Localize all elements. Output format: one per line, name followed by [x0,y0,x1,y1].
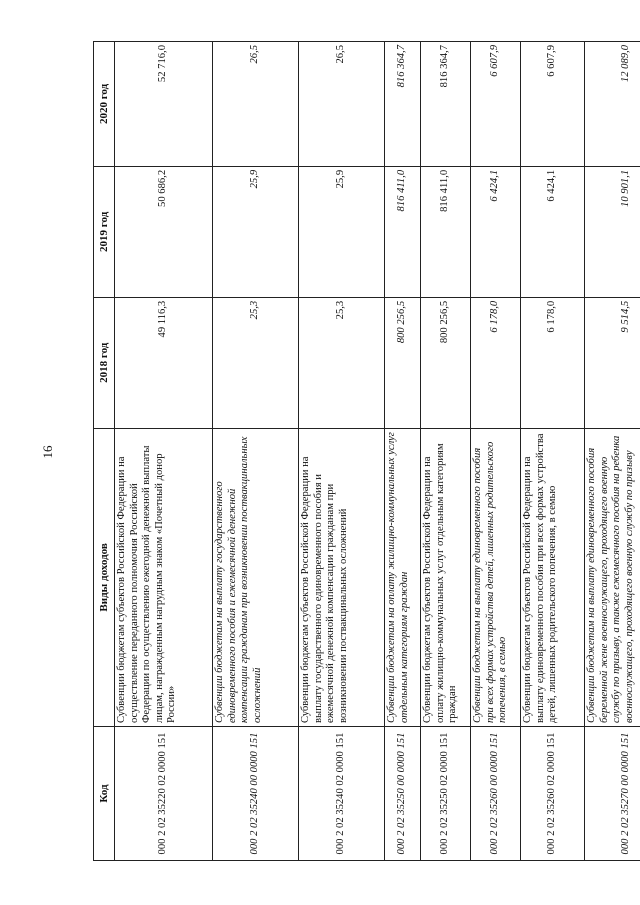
cell-description: Субвенции бюджетам субъектов Российской Федерации на осуществление переданного полномочия Российской Федерации по осуществлению ежегодной денежной выплаты лицам, награжденным нагрудным знаком «Почетный донор России» [115,428,213,726]
cell-description: Субвенции бюджетам на выплату единовременного пособия при всех формах устройства детей, лишенных родительского попечения, в семью [471,428,521,726]
revenue-table [93,41,640,861]
cell-2020: 26,5 [299,42,385,167]
cell-2018: 800 256,5 [385,297,421,428]
cell-2019: 10 901,1 [585,166,640,297]
cell-2019: 6 424,1 [521,166,585,297]
cell-code: 000 2 02 35270 00 0000 151 [585,727,640,861]
cell-2018: 25,3 [213,297,299,428]
table-row [471,42,521,861]
cell-code: 000 2 02 35260 00 0000 151 [471,727,521,861]
cell-2019: 25,9 [299,166,385,297]
cell-2020: 52 716,0 [115,42,213,167]
cell-description: Субвенции бюджетам субъектов Российской Федерации на выплату государственного единовременного пособия и ежемесячной денежной компенсации гражданам при возникновении поствакцинальных осложнений [299,428,385,726]
header-2019: 2019 год [94,166,115,297]
header-2020: 2020 год [94,42,115,167]
cell-2018: 6 178,0 [471,297,521,428]
cell-code: 000 2 02 35260 02 0000 151 [521,727,585,861]
cell-2019: 25,9 [213,166,299,297]
cell-2019: 816 411,0 [385,166,421,297]
cell-2018: 6 178,0 [521,297,585,428]
cell-description: Субвенции бюджетам на оплату жилищно-коммунальных услуг отдельным категориям граждан [385,428,421,726]
table-row [385,42,421,861]
rotated-table-wrapper [93,41,635,861]
header-2018: 2018 год [94,297,115,428]
table-row [521,42,585,861]
table-row [213,42,299,861]
cell-description: Субвенции бюджетам субъектов Российской Федерации на выплату единовременного пособия при всех формах устройства детей, лишенных родительского попечения, в семью [521,428,585,726]
cell-code: 000 2 02 35240 02 0000 151 [299,727,385,861]
table-header-row [94,42,115,861]
cell-2020: 6 607,9 [471,42,521,167]
cell-2020: 12 089,0 [585,42,640,167]
table-row [585,42,640,861]
cell-2019: 816 411,0 [421,166,471,297]
cell-description: Субвенции бюджетам субъектов Российской Федерации на оплату жилищно-коммунальных услуг отдельным категориям граждан [421,428,471,726]
cell-code: 000 2 02 35240 00 0000 151 [213,727,299,861]
cell-2020: 816 364,7 [385,42,421,167]
cell-description: Субвенции бюджетам на выплату государственного единовременного пособия и ежемесячной денежной компенсации гражданам при возникновении поствакцинальных осложнений [213,428,299,726]
cell-code: 000 2 02 35250 02 0000 151 [421,727,471,861]
page-number: 16 [40,445,55,459]
cell-2019: 50 686,2 [115,166,213,297]
table-row [421,42,471,861]
cell-2018: 9 514,5 [585,297,640,428]
cell-2018: 800 256,5 [421,297,471,428]
cell-2019: 6 424,1 [471,166,521,297]
table-row [299,42,385,861]
cell-code: 000 2 02 35220 02 0000 151 [115,727,213,861]
header-revenue-type: Виды доходов [94,428,115,726]
header-code: Код [94,727,115,861]
cell-description: Субвенции бюджетам на выплату единовременного пособия беременной жене военнослужащего, проходящего военную службу по призыву, а также ежемесячного пособия на ребенка военнослужащего, проходящего военную службу по призыву [585,428,640,726]
table-row [115,42,213,861]
cell-2020: 26,5 [213,42,299,167]
cell-2018: 49 116,3 [115,297,213,428]
cell-2020: 6 607,9 [521,42,585,167]
cell-2018: 25,3 [299,297,385,428]
cell-code: 000 2 02 35250 00 0000 151 [385,727,421,861]
cell-2020: 816 364,7 [421,42,471,167]
